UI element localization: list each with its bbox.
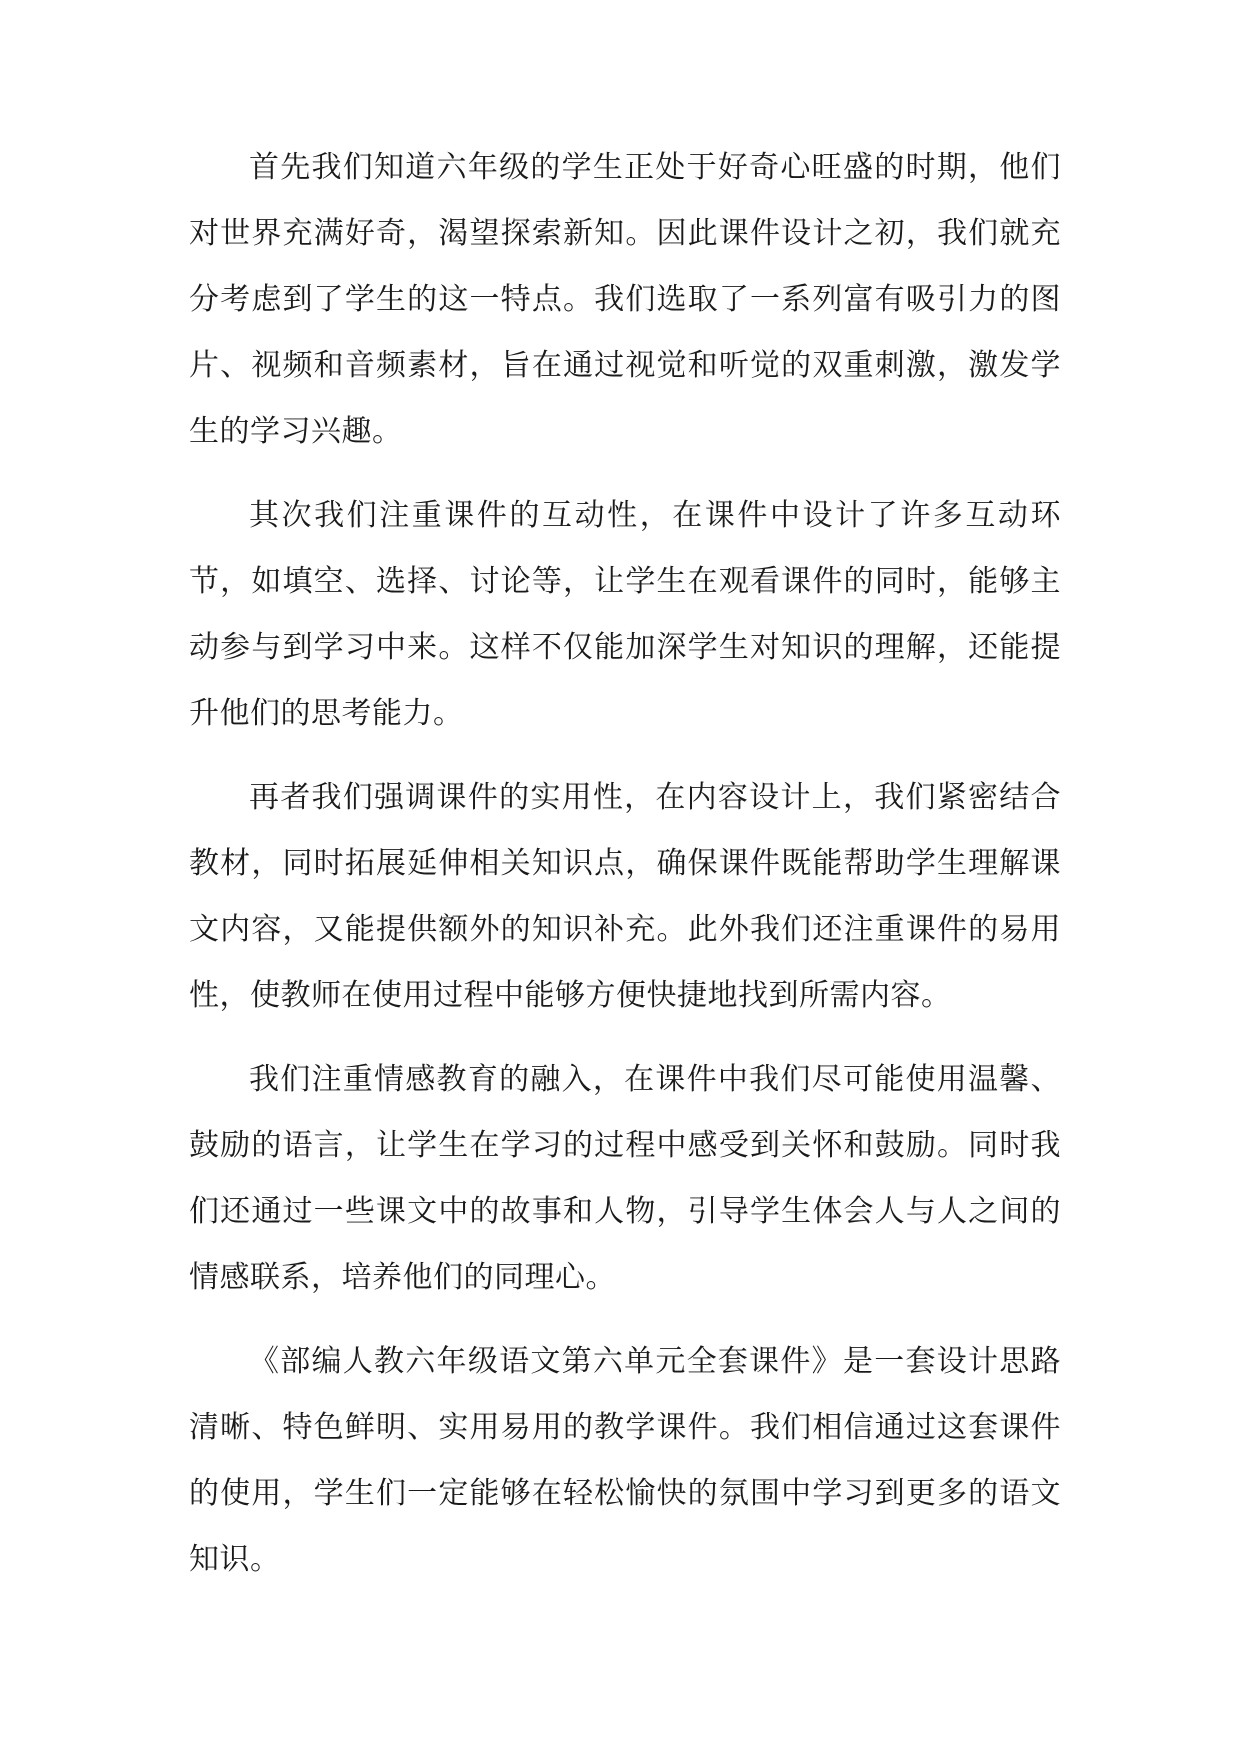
paragraph-4: 我们注重情感教育的融入，在课件中我们尽可能使用温馨、鼓励的语言，让学生在学习的过程中感受到关怀和鼓励。同时我们还通过一些课文中的故事和人物，引导学生体会人与人之间的情感联系，培养他们的同理心。 bbox=[189, 1062, 1061, 1295]
document-body bbox=[189, 135, 1061, 1611]
paragraph-1: 首先我们知道六年级的学生正处于好奇心旺盛的时期，他们对世界充满好奇，渴望探索新知。因此课件设计之初，我们就充分考虑到了学生的这一特点。我们选取了一系列富有吸引力的图片、视频和音频素材，旨在通过视觉和听觉的双重刺激，激发学生的学习兴趣。 bbox=[189, 150, 1061, 449]
paragraph-2: 其次我们注重课件的互动性，在课件中设计了许多互动环节，如填空、选择、讨论等，让学生在观看课件的同时，能够主动参与到学习中来。这样不仅能加深学生对知识的理解，还能提升他们的思考能力。 bbox=[189, 498, 1061, 731]
paragraph-3: 再者我们强调课件的实用性，在内容设计上，我们紧密结合教材，同时拓展延伸相关知识点，确保课件既能帮助学生理解课文内容，又能提供额外的知识补充。此外我们还注重课件的易用性，使教师在使用过程中能够方便快捷地找到所需内容。 bbox=[189, 780, 1061, 1013]
paragraph-5: 《部编人教六年级语文第六单元全套课件》是一套设计思路清晰、特色鲜明、实用易用的教学课件。我们相信通过这套课件的使用，学生们一定能够在轻松愉快的氛围中学习到更多的语文知识。 bbox=[189, 1344, 1061, 1577]
